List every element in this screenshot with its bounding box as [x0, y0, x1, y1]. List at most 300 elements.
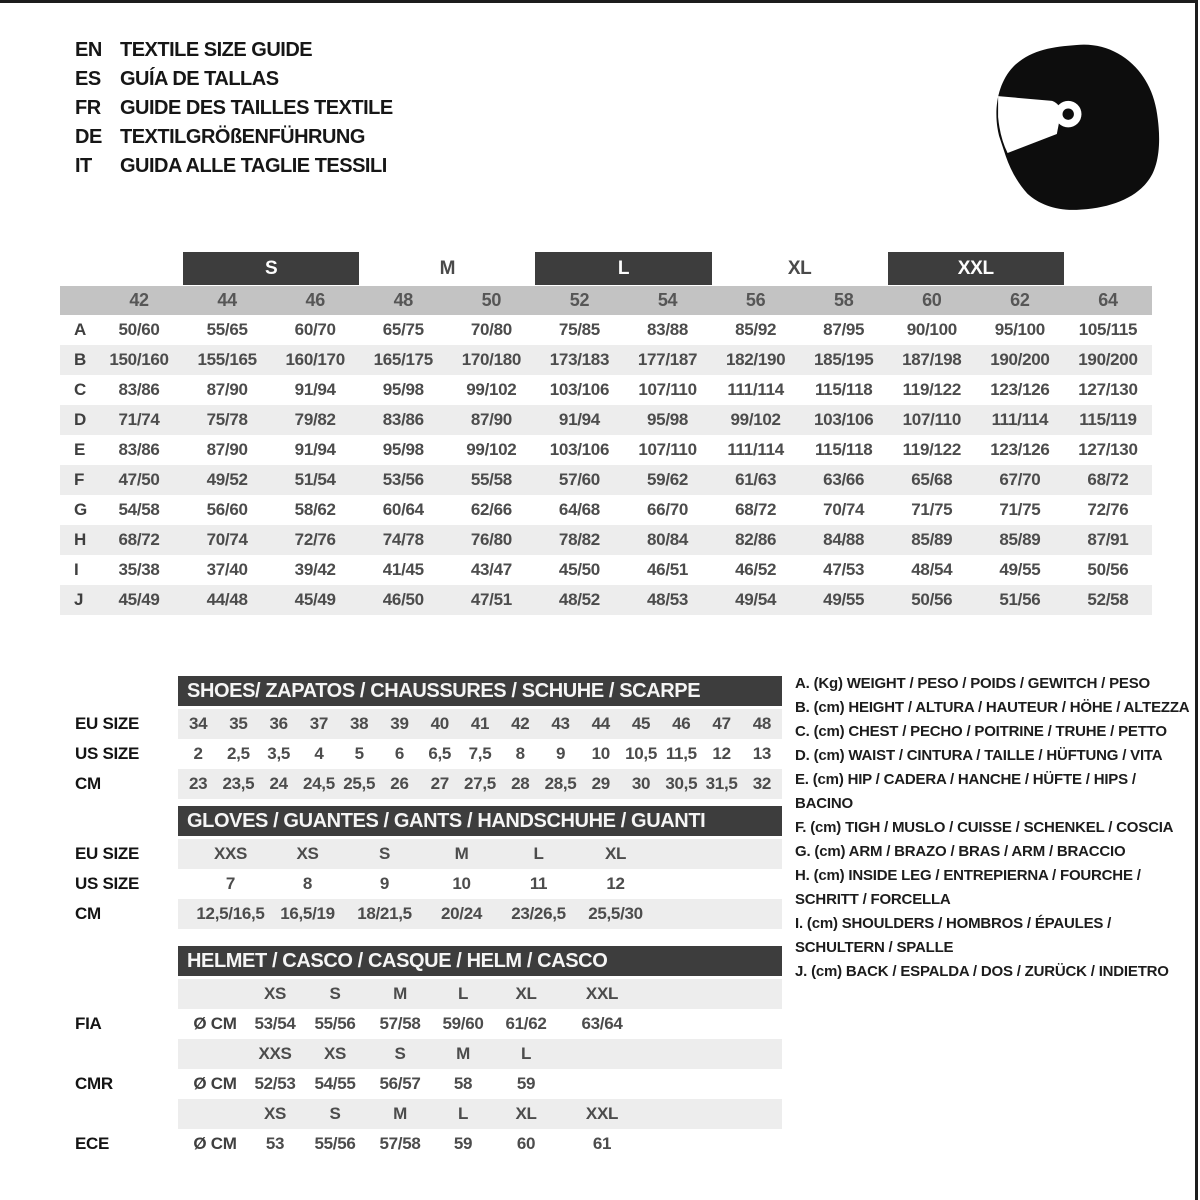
- row-label: EU SIZE: [75, 714, 140, 733]
- value-cell: 57/58: [379, 1014, 421, 1033]
- value-cell: 42: [511, 714, 530, 733]
- row-letter: D: [74, 410, 86, 429]
- main-size-table: [60, 252, 1152, 615]
- language-code: IT: [75, 155, 92, 177]
- size-cell: 41/45: [382, 560, 424, 579]
- row-letter: B: [74, 350, 86, 369]
- value-cell: 53/54: [254, 1014, 296, 1033]
- value-cell: 10: [591, 744, 610, 763]
- value-cell: 26: [390, 774, 409, 793]
- size-cell: 46/51: [647, 560, 689, 579]
- column-header: 64: [1098, 290, 1118, 310]
- size-cell: 35/38: [118, 560, 160, 579]
- size-cell: 49/55: [823, 590, 865, 609]
- value-cell: L: [533, 844, 544, 863]
- size-cell: 47/51: [470, 590, 512, 609]
- strip-spacer: [60, 286, 95, 315]
- size-cell: 58/62: [294, 500, 336, 519]
- row-values: [178, 1069, 782, 1099]
- size-cell: 160/170: [285, 350, 345, 369]
- size-cell: 91/94: [294, 380, 336, 399]
- value-cell: S: [378, 844, 391, 863]
- value-cell: 36: [269, 714, 288, 733]
- size-cell: 49/54: [735, 590, 777, 609]
- size-cell: 72/76: [294, 530, 336, 549]
- size-cell: 95/100: [994, 320, 1045, 339]
- size-cell: 47/50: [118, 470, 160, 489]
- legend-item: I. (cm) SHOULDERS / HOMBROS / ÉPAULES / SCHULTERN / SPALLE: [795, 915, 1112, 956]
- value-cell: 9: [379, 874, 390, 893]
- size-cell: 82/86: [735, 530, 777, 549]
- size-cell: 67/70: [999, 470, 1041, 489]
- column-header: 62: [1010, 290, 1030, 310]
- page-right-border: [1195, 0, 1198, 1200]
- row-values: [178, 899, 782, 929]
- value-cell: 10: [452, 874, 471, 893]
- size-cell: 75/85: [558, 320, 600, 339]
- size-cell: 85/89: [999, 530, 1041, 549]
- value-cell: 28,5: [544, 774, 577, 793]
- value-cell: 44: [591, 714, 610, 733]
- row-letter: C: [74, 380, 86, 399]
- language-label: TEXTILGRÖßENFÜHRUNG: [120, 126, 365, 148]
- size-header-cell: M: [393, 984, 407, 1003]
- value-cell: 61: [592, 1134, 612, 1153]
- legend-item: G. (cm) ARM / BRAZO / BRAS / ARM / BRACCIO: [795, 843, 1126, 860]
- helmet-values-row: [75, 1069, 1160, 1099]
- size-cell: 48/52: [558, 590, 600, 609]
- column-header: 50: [481, 290, 502, 310]
- size-cell: 50/60: [118, 320, 160, 339]
- size-cell: 127/130: [1078, 380, 1138, 399]
- size-cell: 99/102: [466, 440, 517, 459]
- size-cell: 119/122: [902, 440, 961, 459]
- size-table-row: [60, 405, 1152, 435]
- language-list: [75, 36, 393, 181]
- value-cell: 35: [229, 714, 248, 733]
- size-cell: 71/75: [999, 500, 1041, 519]
- unit-cell: Ø CM: [193, 1134, 237, 1153]
- size-cell: 115/119: [1079, 410, 1137, 429]
- size-cell: 51/54: [294, 470, 336, 489]
- size-cell: 190/200: [1078, 350, 1138, 369]
- size-cell: 91/94: [294, 440, 336, 459]
- size-header-cell: S: [394, 1044, 406, 1063]
- value-cell: 39: [390, 714, 409, 733]
- row-label: US SIZE: [75, 874, 140, 893]
- size-cell: 43/47: [470, 560, 512, 579]
- size-cell: 70/74: [206, 530, 248, 549]
- value-cell: 9: [555, 744, 566, 763]
- size-table-row: [60, 495, 1152, 525]
- value-cell: 5: [354, 744, 364, 763]
- row-values: [178, 769, 782, 799]
- size-cell: 170/180: [461, 350, 522, 369]
- size-cell: 87/90: [206, 440, 248, 459]
- grid-pad: [178, 839, 192, 869]
- legend-item: B. (cm) HEIGHT / ALTURA / HAUTEUR / HÖHE / ALTEZZA: [795, 699, 1190, 716]
- value-cell: 57/58: [379, 1134, 421, 1153]
- size-groups-row: [60, 252, 1152, 285]
- value-cell: 31,5: [705, 774, 738, 793]
- value-cell: 46: [672, 714, 691, 733]
- size-cell: 79/82: [294, 410, 336, 429]
- size-cell: 61/63: [735, 470, 777, 489]
- size-table-row: [60, 465, 1152, 495]
- unit-cell: Ø CM: [193, 1074, 237, 1093]
- value-cell: 20/24: [440, 904, 483, 923]
- size-cell: 111/114: [727, 440, 784, 459]
- size-cell: 91/94: [558, 410, 600, 429]
- size-cell: 72/76: [1087, 500, 1129, 519]
- row-letter: J: [74, 590, 84, 609]
- size-cell: 53/56: [382, 470, 424, 489]
- column-header: 48: [393, 290, 413, 310]
- shoes-title-bar: SHOES/ ZAPATOS / CHAUSSURES / SCHUHE / SCARPE: [178, 676, 782, 706]
- helmet-sizes-row: [75, 1099, 1160, 1129]
- size-cell: 123/126: [990, 380, 1050, 399]
- size-header-cell: XS: [263, 984, 287, 1003]
- row-letter: F: [74, 470, 85, 489]
- helmet-sizes-row: [75, 1039, 1160, 1069]
- size-header-cell: S: [329, 984, 341, 1003]
- column-header: 60: [922, 290, 942, 310]
- size-cell: 107/110: [902, 410, 961, 429]
- size-cell: 83/86: [382, 410, 424, 429]
- size-cell: 74/78: [382, 530, 424, 549]
- row-values: [178, 839, 782, 869]
- column-header: 54: [657, 290, 678, 310]
- value-cell: 18/21,5: [357, 904, 412, 923]
- size-table-row: [60, 345, 1152, 375]
- value-cell: 3,5: [267, 744, 291, 763]
- legend-item: J. (cm) BACK / ESPALDA / DOS / ZURÜCK / INDIETRO: [795, 963, 1169, 980]
- size-table-row: [60, 555, 1152, 585]
- size-cell: 103/106: [814, 410, 874, 429]
- row-values: [178, 1009, 782, 1039]
- column-header: 56: [745, 290, 766, 310]
- size-cell: 48/54: [911, 560, 953, 579]
- row-label: [75, 1099, 178, 1129]
- size-cell: 56/60: [206, 500, 248, 519]
- helmet-values-row: [75, 1129, 1160, 1159]
- size-cell: 107/110: [638, 440, 697, 459]
- value-cell: 47: [712, 714, 731, 733]
- value-cell: 56/57: [379, 1074, 421, 1093]
- size-header-cell: XL: [515, 984, 537, 1003]
- size-cell: 165/175: [373, 350, 433, 369]
- size-group-xxl: XXL: [888, 252, 1064, 285]
- size-cell: 95/98: [647, 410, 689, 429]
- size-cell: 95/98: [382, 380, 424, 399]
- row-label: EU SIZE: [75, 844, 140, 863]
- size-cell: 83/88: [647, 320, 689, 339]
- size-cell: 84/88: [823, 530, 865, 549]
- size-cell: 51/56: [999, 590, 1041, 609]
- helmet-title-bar: HELMET / CASCO / CASQUE / HELM / CASCO: [178, 946, 782, 976]
- size-table-row: [60, 585, 1152, 615]
- row-letter: G: [74, 500, 87, 519]
- language-row: [75, 94, 393, 123]
- size-cell: 62/66: [470, 500, 512, 519]
- value-cell: 38: [350, 714, 369, 733]
- legend: [795, 672, 1193, 984]
- size-cell: 66/70: [647, 500, 689, 519]
- size-cell: 85/92: [735, 320, 777, 339]
- row-letter: I: [74, 560, 79, 579]
- size-cell: 78/82: [558, 530, 600, 549]
- value-cell: 11: [529, 874, 548, 893]
- size-cell: 123/126: [990, 440, 1050, 459]
- value-cell: 25,5: [343, 774, 376, 793]
- value-cell: M: [454, 844, 469, 863]
- size-table-row: [60, 525, 1152, 555]
- size-cell: 107/110: [638, 380, 697, 399]
- row-label: US SIZE: [75, 744, 140, 763]
- value-cell: 40: [430, 714, 449, 733]
- size-cell: 83/86: [118, 440, 160, 459]
- value-cell: 63/64: [581, 1014, 623, 1033]
- row-values: [178, 1099, 782, 1129]
- column-header: 52: [569, 290, 590, 310]
- size-cell: 99/102: [730, 410, 781, 429]
- value-cell: 30,5: [665, 774, 698, 793]
- size-cell: 111/114: [727, 380, 784, 399]
- size-cell: 87/90: [206, 380, 248, 399]
- value-cell: 59: [516, 1074, 536, 1093]
- value-cell: 2: [193, 744, 203, 763]
- size-cell: 68/72: [118, 530, 160, 549]
- value-cell: 12: [606, 874, 625, 893]
- size-cell: 70/80: [470, 320, 512, 339]
- size-cell: 64/68: [558, 500, 600, 519]
- size-header-cell: L: [520, 1044, 532, 1063]
- size-group-s: S: [183, 252, 359, 285]
- value-cell: 4: [314, 744, 324, 763]
- legend-item: A. (Kg) WEIGHT / PESO / POIDS / GEWITCH / PESO: [795, 675, 1150, 692]
- size-cell: 111/114: [991, 410, 1049, 429]
- size-cell: 37/40: [206, 560, 248, 579]
- main-table-body: [60, 315, 1152, 615]
- language-label: GUIDA ALLE TAGLIE TESSILI: [120, 155, 387, 177]
- size-cell: 103/106: [549, 380, 610, 399]
- value-cell: 45: [631, 714, 651, 733]
- language-row: [75, 65, 393, 94]
- row-values: [178, 869, 782, 899]
- columns-strip: [60, 286, 1152, 315]
- size-table-row: [60, 435, 1152, 465]
- size-cell: 80/84: [647, 530, 689, 549]
- language-row: [75, 36, 393, 65]
- value-cell: 23: [188, 774, 208, 793]
- size-group-xl: XL: [787, 257, 812, 279]
- value-cell: 48: [752, 714, 771, 733]
- unit-cell: [184, 979, 246, 1009]
- value-cell: 52/53: [254, 1074, 296, 1093]
- language-code: DE: [75, 126, 102, 148]
- legend-item: H. (cm) INSIDE LEG / ENTREPIERNA / FOURCHE / SCHRITT / FORCELLA: [795, 867, 1141, 908]
- column-header: 44: [217, 290, 237, 310]
- value-cell: 7: [225, 874, 236, 893]
- size-cell: 46/52: [735, 560, 777, 579]
- size-cell: 59/62: [647, 470, 689, 489]
- language-label: GUÍA DE TALLAS: [120, 68, 279, 90]
- size-cell: 68/72: [1087, 470, 1129, 489]
- legend-item: D. (cm) WAIST / CINTURA / TAILLE / HÜFTUNG / VITA: [795, 747, 1163, 764]
- row-values: [178, 979, 782, 1009]
- value-cell: 2,5: [227, 744, 250, 763]
- size-header-cell: M: [393, 1104, 407, 1123]
- value-cell: 13: [752, 744, 771, 763]
- legend-item: F. (cm) TIGH / MUSLO / CUISSE / SCHENKEL / COSCIA: [795, 819, 1174, 836]
- value-cell: 29: [591, 774, 610, 793]
- size-cell: 60/70: [294, 320, 336, 339]
- size-header-cell: XS: [323, 1044, 347, 1063]
- value-cell: 59: [453, 1134, 473, 1153]
- value-cell: 55/56: [314, 1014, 356, 1033]
- value-cell: 37: [309, 714, 329, 733]
- size-cell: 95/98: [382, 440, 424, 459]
- value-cell: 34: [188, 714, 208, 733]
- row-label: [75, 1039, 178, 1069]
- size-group-l: L: [535, 252, 711, 285]
- size-cell: 54/58: [118, 500, 160, 519]
- value-cell: 23/26,5: [511, 904, 566, 923]
- size-cell: 127/130: [1078, 440, 1138, 459]
- row-letter: A: [74, 320, 86, 339]
- helmet-rows: [75, 979, 1160, 1159]
- size-header-cell: XS: [263, 1104, 287, 1123]
- value-cell: 11,5: [665, 744, 697, 763]
- value-cell: [560, 1069, 644, 1099]
- value-cell: 7,5: [468, 744, 492, 763]
- value-cell: 41: [470, 714, 490, 733]
- size-cell: 190/200: [990, 350, 1050, 369]
- gloves-title-bar: GLOVES / GUANTES / GANTS / HANDSCHUHE / GUANTI: [178, 806, 782, 836]
- size-cell: 46/50: [382, 590, 424, 609]
- size-cell: 71/75: [911, 500, 953, 519]
- row-values: [178, 739, 782, 769]
- size-cell: 103/106: [549, 440, 610, 459]
- size-cell: 155/165: [197, 350, 257, 369]
- size-header-cell: [560, 1039, 644, 1069]
- size-header-cell: S: [329, 1104, 341, 1123]
- language-code: EN: [75, 39, 102, 61]
- size-cell: 70/74: [823, 500, 865, 519]
- standard-label-ece: ECE: [75, 1134, 110, 1153]
- size-cell: 76/80: [470, 530, 512, 549]
- size-cell: 68/72: [735, 500, 777, 519]
- column-header: 58: [833, 290, 854, 310]
- size-cell: 187/198: [902, 350, 962, 369]
- value-cell: 55/56: [314, 1134, 356, 1153]
- value-cell: 8: [515, 744, 525, 763]
- value-cell: 16,5/19: [280, 904, 335, 923]
- unit-cell: [184, 1099, 246, 1129]
- page-top-border: [0, 0, 1198, 3]
- size-cell: 55/65: [206, 320, 248, 339]
- size-header-cell: M: [456, 1044, 470, 1063]
- row-label: [75, 979, 178, 1009]
- value-cell: 10,5: [625, 744, 657, 763]
- value-cell: 30: [631, 774, 651, 793]
- language-code: FR: [75, 97, 101, 119]
- value-cell: 59/60: [442, 1014, 484, 1033]
- row-label: CM: [75, 774, 101, 793]
- language-label: TEXTILE SIZE GUIDE: [120, 39, 313, 61]
- size-cell: 49/55: [999, 560, 1041, 579]
- size-cell: 47/53: [823, 560, 865, 579]
- value-cell: 25,5/30: [588, 904, 643, 923]
- size-cell: 173/183: [549, 350, 610, 369]
- size-cell: 45/49: [118, 590, 160, 609]
- value-cell: 12,5/16,5: [196, 904, 265, 923]
- size-cell: 185/195: [814, 350, 874, 369]
- unit-cell: Ø CM: [193, 1014, 237, 1033]
- size-cell: 87/95: [823, 320, 865, 339]
- size-cell: 65/75: [382, 320, 424, 339]
- size-cell: 60/64: [382, 500, 424, 519]
- size-group-m: M: [439, 257, 456, 279]
- legend-item: C. (cm) CHEST / PECHO / POITRINE / TRUHE / PETTO: [795, 723, 1167, 740]
- size-table-row: [60, 375, 1152, 405]
- value-cell: 53: [265, 1134, 285, 1153]
- grid-pad: [178, 869, 192, 899]
- row-letter: E: [74, 440, 86, 459]
- size-cell: 44/48: [206, 590, 248, 609]
- value-cell: 23,5: [222, 774, 255, 793]
- row-label: CM: [75, 904, 101, 923]
- helmet-values-row: [75, 1009, 1160, 1039]
- value-cell: 6,5: [428, 744, 452, 763]
- size-cell: 45/50: [558, 560, 600, 579]
- row-values: [178, 1039, 782, 1069]
- size-header-cell: L: [457, 984, 469, 1003]
- value-cell: 24: [269, 774, 288, 793]
- size-cell: 99/102: [466, 380, 517, 399]
- size-cell: 75/78: [206, 410, 248, 429]
- size-cell: 115/118: [814, 380, 873, 399]
- size-cell: 49/52: [206, 470, 248, 489]
- size-cell: 65/68: [911, 470, 953, 489]
- language-label: GUIDE DES TAILLES TEXTILE: [120, 97, 393, 119]
- size-cell: 55/58: [470, 470, 512, 489]
- grid-pad: [178, 899, 192, 929]
- size-cell: 90/100: [906, 320, 957, 339]
- size-cell: 119/122: [902, 380, 961, 399]
- size-header-cell: XL: [515, 1104, 537, 1123]
- value-cell: 54/55: [314, 1074, 356, 1093]
- standard-label-fia: FIA: [75, 1014, 102, 1033]
- size-cell: 50/56: [911, 590, 953, 609]
- language-code: ES: [75, 68, 101, 90]
- value-cell: 27,5: [464, 774, 496, 793]
- size-cell: 87/90: [470, 410, 512, 429]
- size-cell: 52/58: [1087, 590, 1129, 609]
- value-cell: 12: [712, 744, 731, 763]
- column-header: 46: [305, 290, 325, 310]
- value-cell: 61/62: [505, 1014, 547, 1033]
- unit-cell: [184, 1039, 246, 1069]
- value-cell: 28: [511, 774, 530, 793]
- size-cell: 50/56: [1087, 560, 1129, 579]
- language-row: [75, 123, 393, 152]
- size-cell: 150/160: [109, 350, 169, 369]
- language-row: [75, 152, 393, 181]
- size-table-row: [60, 315, 1152, 345]
- standard-label-cmr: CMR: [75, 1074, 113, 1093]
- value-cell: 8: [302, 874, 313, 893]
